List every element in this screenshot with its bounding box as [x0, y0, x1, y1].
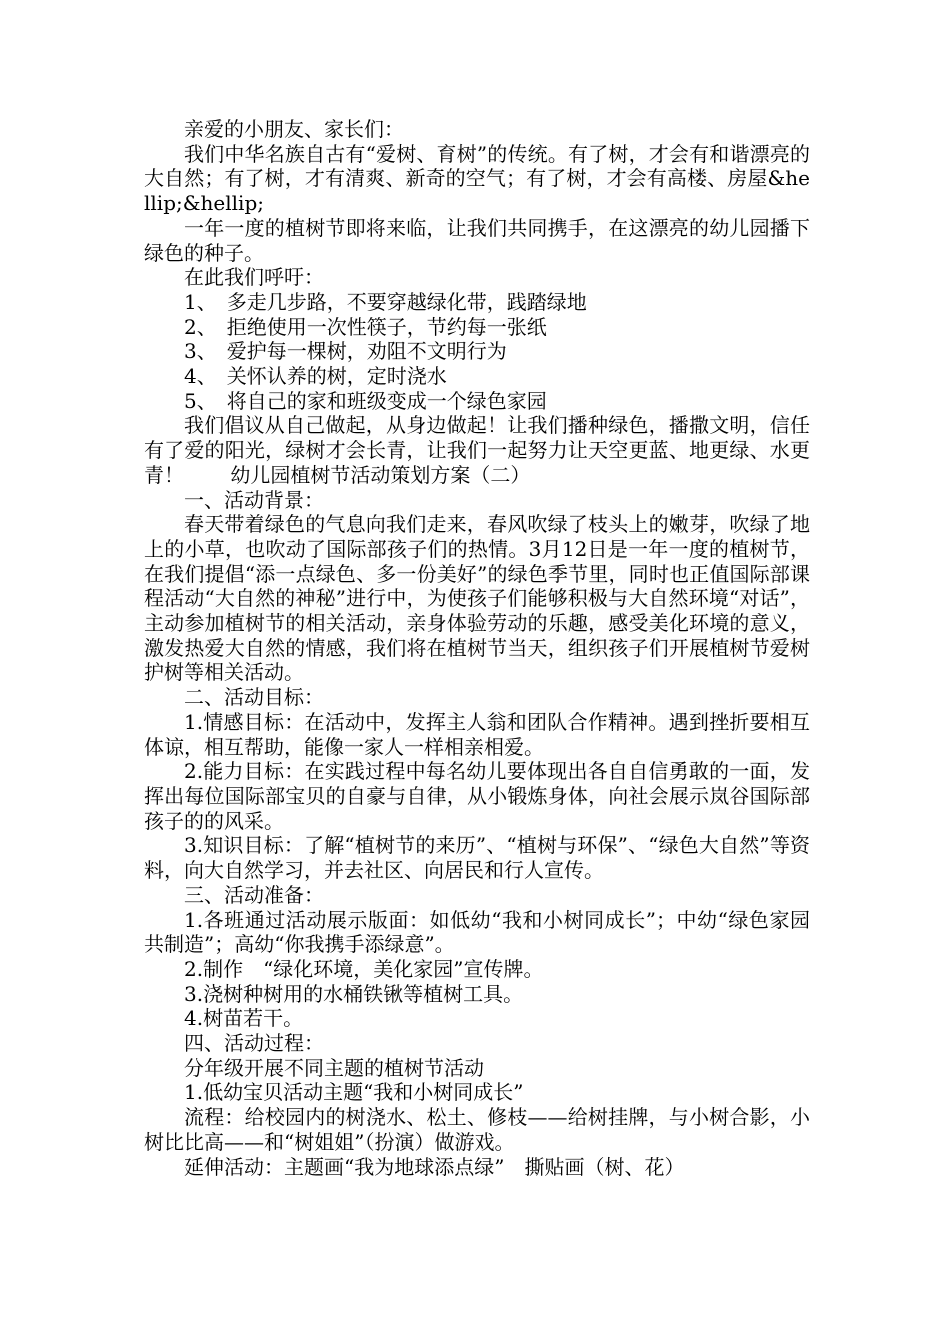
- paragraph-arbor-day: 一年一度的植树节即将来临，让我们共同携手，在这漂亮的幼儿园播下绿色的种子。: [144, 215, 810, 265]
- paragraph-appeal-intro: 在此我们呼吁：: [184, 265, 324, 290]
- goal-knowledge: 3.知识目标：了解“植树节的来历”、“植树与环保”、“绿色大自然”等资料，向大自然学习，并去社区、向居民和行人宣传。: [144, 833, 810, 883]
- section-heading-background: 一、活动背景：: [184, 487, 324, 512]
- paragraph-process-intro: 分年级开展不同主题的植树节活动: [184, 1055, 484, 1080]
- paragraph-background: 春天带着绿色的气息向我们走来，春风吹绿了枝头上的嫩芽，吹绿了地上的小草，也吹动了国际部孩子们的热情。3月12日是一年一度的植树节，在我们提倡“添一点绿色、多一份美好”的绿色季节里，同时也正值国际部课程活动“大自然的神秘”进行中，为使孩子们能够积极与大自然环境“对话”，主动参加植树节的相关活动，亲身体验劳动的乐趣，感受美化环境的意义，激发热爱大自然的情感，我们将在植树节当天，组织孩子们开展植树节爱树护树等相关活动。: [144, 512, 810, 685]
- appeal-item-1: 1、 多走几步路，不要穿越绿化带，践踏绿地: [184, 289, 587, 314]
- paragraph-tradition: 我们中华名族自古有“爱树、育树”的传统。有了树，才会有和谐漂亮的大自然；有了树，才有清爽、新奇的空气；有了树，才会有高楼、房屋&hellip;&hellip;: [144, 141, 810, 216]
- paragraph-proposal: 我们倡议从自己做起，从身边做起！让我们播种绿色，播撒文明，信任有了爱的阳光，绿树才会长青，让我们一起努力让天空更蓝、地更绿、水更青！ 幼儿园植树节活动策划方案（二）: [144, 413, 810, 487]
- goal-ability: 2.能力目标：在实践过程中每名幼儿要体现出各自自信勇敢的一面，发挥出每位国际部宝贝的自豪与自律，从小锻炼身体，向社会展示岚谷国际部孩子的的风采。: [144, 759, 810, 833]
- section-heading-goals: 二、活动目标：: [184, 685, 324, 710]
- preparation-item-2: 2.制作 “绿化环境，美化家园”宣传牌。: [184, 956, 544, 981]
- document-body: [144, 117, 810, 1179]
- preparation-item-4: 4.树苗若干。: [184, 1006, 304, 1031]
- appeal-item-5: 5、 将自己的家和班级变成一个绿色家园: [184, 388, 547, 413]
- salutation: 亲爱的小朋友、家长们：: [184, 117, 404, 141]
- appeal-item-2: 2、 拒绝使用一次性筷子，节约每一张纸: [184, 314, 547, 339]
- process-junior-flow: 流程：给校园内的树浇水、松土、修枝——给树挂牌，与小树合影，小树比比高——和“树姐姐”（扮演）做游戏。: [144, 1105, 810, 1154]
- section-heading-preparation: 三、活动准备：: [184, 882, 324, 907]
- preparation-item-1: 1.各班通过活动展示版面：如低幼“我和小树同成长”；中幼“绿色家园共制造”；高幼“你我携手添绿意”。: [144, 907, 810, 957]
- appeal-item-4: 4、 关怀认养的树，定时浇水: [184, 364, 447, 389]
- appeal-item-3: 3、 爱护每一棵树，劝阻不文明行为: [184, 339, 507, 364]
- process-junior-theme: 1.低幼宝贝活动主题“我和小树同成长”: [184, 1080, 524, 1105]
- section-heading-process: 四、活动过程：: [184, 1031, 324, 1056]
- preparation-item-3: 3.浇树种树用的水桶铁锹等植树工具。: [184, 981, 524, 1006]
- goal-emotion: 1.情感目标：在活动中，发挥主人翁和团队合作精神。遇到挫折要相互体谅，相互帮助，能像一家人一样相亲相爱。: [144, 709, 810, 759]
- process-junior-extension: 延伸活动：主题画“我为地球添点绿” 撕贴画（树、花）: [184, 1154, 685, 1179]
